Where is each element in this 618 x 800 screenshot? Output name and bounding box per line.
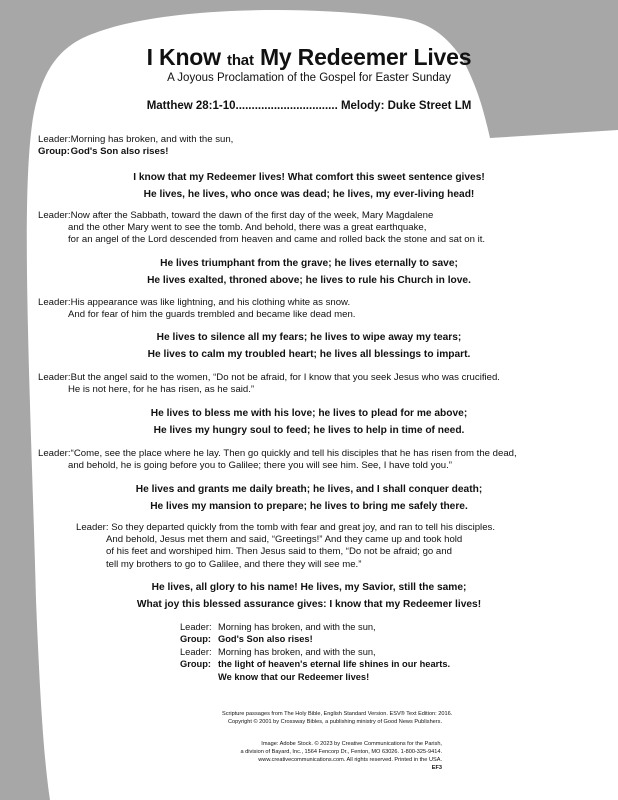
reading-line: His appearance was like lightning, and his clothing white as snow.: [70, 297, 351, 308]
reading-line: So they departed quickly from the tomb with fear and great joy, and ran to tell his disciples.: [111, 522, 495, 533]
leader-line: Morning has broken, and with the sun,: [70, 134, 234, 145]
group-label: Group:: [38, 146, 70, 158]
credit-line: a division of Bayard, Inc., 1564 Fencorp Dr., Fenton, MO 63026. 1-800-325-9414.: [240, 749, 442, 755]
reading-line: And behold, Jesus met them and said, “Greetings!” And they came up and took hold: [106, 534, 463, 546]
reading-2: [38, 297, 355, 321]
stanza-line: He lives to calm my troubled heart; he lives all blessings to impart.: [147, 348, 471, 360]
leader-label: Leader:: [38, 297, 71, 308]
copyright-credit: [222, 740, 442, 772]
group-line: God's Son also rises!: [218, 634, 313, 645]
leader-line: Morning has broken, and with the sun,: [218, 622, 376, 632]
credit-line: www.creativecommunications.com. All rights reserved. Printed in the USA.: [258, 757, 442, 763]
stanza-line: He lives to silence all my fears; he lives to wipe away my tears;: [156, 332, 462, 343]
reading-4: [38, 448, 517, 472]
reading-3: [38, 372, 500, 396]
reading-5: [76, 522, 495, 571]
reading-line: “Come, see the place where he lay. Then go quickly and tell his disciples that he has risen from the dead,: [70, 448, 517, 459]
stanza-6: [0, 580, 618, 613]
scripture-credit: [222, 710, 453, 726]
page-title: I Know that My Redeemer Lives: [146, 44, 472, 70]
reading-line: Now after the Sabbath, toward the dawn of the first day of the week, Mary Magdalene: [70, 210, 434, 221]
stanza-2: [0, 256, 618, 289]
leader-label: Leader:: [38, 372, 71, 383]
reading-line: and the other Mary went to see the tomb. And behold, there was a great earthquake,: [68, 222, 427, 234]
leader-label: Leader:: [180, 622, 212, 632]
leader-label: Leader:: [38, 448, 71, 459]
reading-line: of his feet and worshiped him. Then Jesus said to them, “Do not be afraid; go and: [106, 546, 452, 558]
group-line: God's Son also rises!: [70, 146, 169, 158]
scripture-reference: Matthew 28:1-10................................ Melody: Duke Street LM: [146, 100, 472, 112]
reading-line: tell my brothers to go to Galilee, and there they will see me.”: [106, 558, 362, 570]
stanza-line: What joy this blessed assurance gives: I know that my Redeemer lives!: [136, 598, 482, 610]
stanza-line: He lives, all glory to his name! He lives, my Savior, still the same;: [151, 582, 467, 593]
stanza-3: [0, 330, 618, 363]
closing-response: [180, 621, 450, 683]
credit-line: Image: Adobe Stock. © 2023 by Creative Communications for the Parish,: [261, 741, 442, 747]
stanza-line: He lives my hungry soul to feed; he lives to help in time of need.: [153, 424, 465, 436]
stanza-1: [0, 170, 618, 203]
leader-line: Morning has broken, and with the sun,: [218, 646, 376, 657]
reading-line: But the angel said to the women, “Do not be afraid, for I know that you seek Jesus who was crucified.: [70, 372, 500, 383]
product-code: EF3: [431, 765, 442, 771]
stanza-line: I know that my Redeemer lives! What comfort this sweet sentence gives!: [133, 172, 485, 183]
reading-line: for an angel of the Lord descended from heaven and came and rolled back the stone and sat on it.: [68, 234, 486, 246]
group-label: Group:: [180, 659, 211, 670]
credit-line: Scripture passages from The Holy Bible, English Standard Version. ESV® Text Edition: 2016.: [222, 711, 453, 717]
reading-1: [38, 210, 485, 247]
stanza-line: He lives, he lives, who once was dead; he lives, my ever-living head!: [143, 188, 475, 200]
stanza-5: [0, 482, 618, 515]
group-label: Group:: [180, 634, 211, 645]
leader-label: Leader:: [180, 646, 212, 657]
stanza-4: [0, 406, 618, 439]
stanza-line: He lives my mansion to prepare; he lives to bring me safely there.: [150, 500, 468, 512]
stanza-line: He lives exalted, throned above; he lives to rule his Church in love.: [147, 274, 471, 286]
leader-label: Leader:: [38, 210, 71, 221]
stanza-line: He lives to bless me with his love; he lives to plead for me above;: [150, 408, 468, 419]
leader-label: Leader:: [76, 522, 109, 533]
page-subtitle: A Joyous Proclamation of the Gospel for Easter Sunday: [167, 72, 451, 84]
opening-response: [38, 134, 233, 158]
stanza-line: He lives triumphant from the grave; he lives eternally to save;: [160, 258, 458, 269]
reading-line: He is not here, for he has risen, as he said.”: [68, 384, 255, 396]
reading-line: and behold, he is going before you to Galilee; there you will see him. See, I have told you.”: [68, 460, 452, 472]
group-line: the light of heaven's eternal life shines in our hearts.: [218, 659, 451, 670]
stanza-line: He lives and grants me daily breath; he lives, and I shall conquer death;: [135, 484, 483, 495]
group-line: We know that our Redeemer lives!: [218, 671, 370, 682]
credit-line: Copyright © 2001 by Crossway Bibles, a publishing ministry of Good News Publishers.: [228, 719, 442, 725]
leader-label: Leader:: [38, 134, 71, 145]
reading-line: And for fear of him the guards trembled and became like dead men.: [68, 309, 356, 321]
